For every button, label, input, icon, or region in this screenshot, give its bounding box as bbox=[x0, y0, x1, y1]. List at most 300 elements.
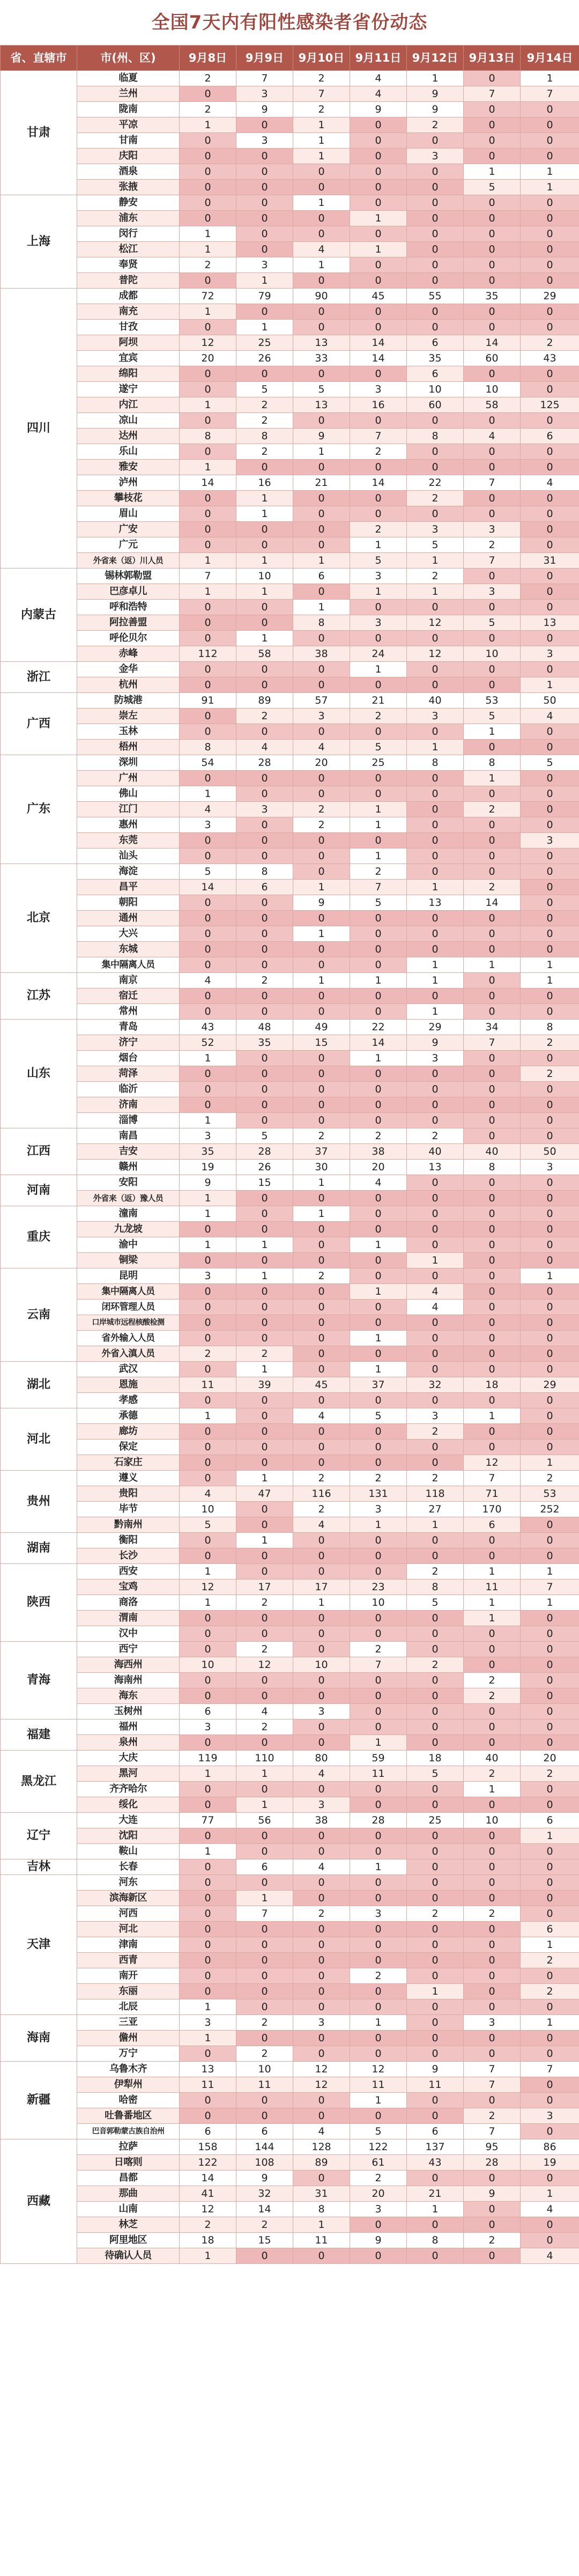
count-cell: 0 bbox=[180, 1875, 236, 1891]
count-cell: 116 bbox=[293, 1486, 350, 1502]
city-cell: 阿里地区 bbox=[77, 2233, 180, 2248]
table-row bbox=[1, 1891, 579, 1906]
table-row bbox=[1, 2093, 579, 2108]
count-cell: 13 bbox=[293, 335, 350, 351]
table-row bbox=[1, 1408, 579, 1424]
count-cell: 2 bbox=[236, 973, 293, 988]
count-cell: 8 bbox=[407, 429, 464, 444]
city-cell: 吐鲁番地区 bbox=[77, 2108, 180, 2124]
count-cell: 0 bbox=[407, 988, 464, 1004]
count-cell: 71 bbox=[464, 1486, 521, 1502]
count-cell: 0 bbox=[236, 522, 293, 537]
count-cell: 8 bbox=[464, 755, 521, 771]
count-cell: 0 bbox=[180, 1331, 236, 1346]
count-cell: 0 bbox=[464, 600, 521, 615]
count-cell: 26 bbox=[236, 1160, 293, 1175]
count-cell: 0 bbox=[293, 1253, 350, 1268]
count-cell: 4 bbox=[350, 86, 407, 102]
count-cell: 0 bbox=[521, 133, 579, 149]
table-row bbox=[1, 1564, 579, 1579]
count-cell: 3 bbox=[350, 1502, 407, 1517]
count-cell: 0 bbox=[180, 149, 236, 164]
count-cell: 4 bbox=[293, 1517, 350, 1533]
count-cell: 12 bbox=[407, 646, 464, 662]
count-cell: 0 bbox=[521, 1517, 579, 1533]
count-cell: 4 bbox=[521, 708, 579, 724]
count-cell: 0 bbox=[236, 1440, 293, 1455]
count-cell: 0 bbox=[521, 1782, 579, 1797]
count-cell: 0 bbox=[236, 833, 293, 848]
city-cell: 山南 bbox=[77, 2202, 180, 2217]
count-cell: 0 bbox=[350, 1611, 407, 1626]
count-cell: 1 bbox=[464, 1595, 521, 1611]
count-cell: 0 bbox=[464, 1424, 521, 1440]
table-row bbox=[1, 1704, 579, 1719]
count-cell: 0 bbox=[407, 631, 464, 646]
count-cell: 9 bbox=[236, 2171, 293, 2186]
count-cell: 2 bbox=[180, 2217, 236, 2233]
count-cell: 2 bbox=[350, 444, 407, 460]
count-cell: 0 bbox=[407, 1704, 464, 1719]
count-cell: 0 bbox=[293, 1875, 350, 1891]
city-cell: 汕头 bbox=[77, 848, 180, 864]
table-row bbox=[1, 1268, 579, 1284]
count-cell: 77 bbox=[180, 1813, 236, 1828]
count-cell: 3 bbox=[180, 1719, 236, 1735]
count-cell: 1 bbox=[180, 397, 236, 413]
count-cell: 0 bbox=[521, 864, 579, 880]
count-cell: 0 bbox=[350, 1548, 407, 1564]
city-cell: 孝感 bbox=[77, 1393, 180, 1408]
table-row bbox=[1, 1611, 579, 1626]
count-cell: 22 bbox=[350, 1020, 407, 1035]
count-cell: 0 bbox=[293, 833, 350, 848]
province-cell: 河北 bbox=[1, 1408, 77, 1471]
count-cell: 28 bbox=[236, 755, 293, 771]
count-cell: 0 bbox=[350, 771, 407, 786]
count-cell: 1 bbox=[236, 1362, 293, 1377]
count-cell: 1 bbox=[293, 2217, 350, 2233]
count-cell: 0 bbox=[180, 600, 236, 615]
count-cell: 0 bbox=[236, 911, 293, 926]
city-cell: 河西 bbox=[77, 1906, 180, 1922]
count-cell: 1 bbox=[236, 584, 293, 600]
table-row bbox=[1, 382, 579, 397]
count-cell: 0 bbox=[350, 1875, 407, 1891]
count-cell: 7 bbox=[464, 475, 521, 491]
count-cell: 1 bbox=[350, 1237, 407, 1253]
table-row bbox=[1, 600, 579, 615]
count-cell: 1 bbox=[521, 973, 579, 988]
count-cell: 13 bbox=[521, 615, 579, 631]
table-row bbox=[1, 833, 579, 848]
count-cell: 118 bbox=[407, 1486, 464, 1502]
count-cell: 1 bbox=[180, 460, 236, 475]
count-cell: 0 bbox=[293, 1673, 350, 1688]
city-cell: 庆阳 bbox=[77, 149, 180, 164]
count-cell: 0 bbox=[236, 1984, 293, 1999]
province-cell: 云南 bbox=[1, 1268, 77, 1362]
city-cell: 长春 bbox=[77, 1859, 180, 1875]
count-cell: 14 bbox=[180, 880, 236, 895]
count-cell: 1 bbox=[180, 2248, 236, 2264]
count-cell: 0 bbox=[236, 1999, 293, 2015]
count-cell: 0 bbox=[407, 1719, 464, 1735]
city-cell: 西青 bbox=[77, 1953, 180, 1968]
city-cell: 深圳 bbox=[77, 755, 180, 771]
count-cell: 30 bbox=[293, 1160, 350, 1175]
count-cell: 108 bbox=[236, 2155, 293, 2171]
count-cell: 8 bbox=[180, 429, 236, 444]
count-cell: 11 bbox=[180, 1377, 236, 1393]
count-cell: 2 bbox=[350, 1968, 407, 1984]
city-cell: 闵行 bbox=[77, 226, 180, 242]
count-cell: 0 bbox=[407, 133, 464, 149]
count-cell: 0 bbox=[293, 1082, 350, 1097]
table-row bbox=[1, 1237, 579, 1253]
count-cell: 0 bbox=[180, 537, 236, 553]
count-cell: 0 bbox=[180, 1797, 236, 1813]
count-cell: 0 bbox=[293, 1968, 350, 1984]
count-cell: 0 bbox=[180, 164, 236, 180]
count-cell: 3 bbox=[464, 2015, 521, 2031]
city-cell: 奉贤 bbox=[77, 257, 180, 273]
count-cell: 0 bbox=[407, 1548, 464, 1564]
count-cell: 9 bbox=[407, 102, 464, 117]
count-cell: 1 bbox=[236, 553, 293, 569]
count-cell: 170 bbox=[464, 1502, 521, 1517]
count-cell: 1 bbox=[464, 771, 521, 786]
city-cell: 江门 bbox=[77, 802, 180, 817]
count-cell: 1 bbox=[464, 1408, 521, 1424]
count-cell: 7 bbox=[464, 2062, 521, 2077]
table-row bbox=[1, 802, 579, 817]
table-row bbox=[1, 662, 579, 677]
count-cell: 2 bbox=[350, 1471, 407, 1486]
count-cell: 7 bbox=[464, 553, 521, 569]
count-cell: 5 bbox=[407, 1766, 464, 1782]
count-cell: 1 bbox=[521, 180, 579, 195]
count-cell: 0 bbox=[293, 1004, 350, 1020]
count-cell: 1 bbox=[236, 320, 293, 335]
header-date: 9月14日 bbox=[521, 46, 579, 71]
header-province: 省、直辖市 bbox=[1, 46, 77, 71]
count-cell: 0 bbox=[236, 1066, 293, 1082]
city-cell: 津南 bbox=[77, 1937, 180, 1953]
count-cell: 0 bbox=[236, 1968, 293, 1984]
count-cell: 0 bbox=[464, 1268, 521, 1284]
count-cell: 50 bbox=[521, 1144, 579, 1160]
count-cell: 0 bbox=[521, 1206, 579, 1222]
count-cell: 0 bbox=[407, 1455, 464, 1471]
count-cell: 8 bbox=[407, 2233, 464, 2248]
count-cell: 0 bbox=[464, 1968, 521, 1984]
table-header-row bbox=[1, 46, 579, 71]
count-cell: 0 bbox=[407, 506, 464, 522]
count-cell: 0 bbox=[521, 522, 579, 537]
count-cell: 0 bbox=[464, 1253, 521, 1268]
city-cell: 赤峰 bbox=[77, 646, 180, 662]
count-cell: 6 bbox=[180, 2124, 236, 2139]
count-cell: 10 bbox=[407, 382, 464, 397]
count-cell: 0 bbox=[236, 942, 293, 957]
count-cell: 0 bbox=[350, 1222, 407, 1237]
count-cell: 0 bbox=[350, 180, 407, 195]
count-cell: 60 bbox=[407, 397, 464, 413]
city-cell: 凉山 bbox=[77, 413, 180, 429]
table-row bbox=[1, 911, 579, 926]
count-cell: 0 bbox=[521, 1300, 579, 1315]
count-cell: 0 bbox=[407, 444, 464, 460]
count-cell: 2 bbox=[521, 1766, 579, 1782]
count-cell: 0 bbox=[180, 1393, 236, 1408]
count-cell: 0 bbox=[407, 1626, 464, 1642]
table-row bbox=[1, 1719, 579, 1735]
city-cell: 海南州 bbox=[77, 1673, 180, 1688]
count-cell: 0 bbox=[350, 1268, 407, 1284]
count-cell: 0 bbox=[407, 2248, 464, 2264]
count-cell: 0 bbox=[407, 257, 464, 273]
count-cell: 0 bbox=[521, 771, 579, 786]
count-cell: 89 bbox=[293, 2155, 350, 2171]
table-row bbox=[1, 2062, 579, 2077]
count-cell: 4 bbox=[407, 1300, 464, 1315]
count-cell: 1 bbox=[180, 1237, 236, 1253]
count-cell: 0 bbox=[464, 848, 521, 864]
count-cell: 58 bbox=[464, 397, 521, 413]
count-cell: 0 bbox=[293, 1735, 350, 1751]
count-cell: 0 bbox=[293, 1564, 350, 1579]
count-cell: 0 bbox=[180, 444, 236, 460]
count-cell: 10 bbox=[293, 1657, 350, 1673]
count-cell: 0 bbox=[407, 2217, 464, 2233]
count-cell: 0 bbox=[350, 1673, 407, 1688]
count-cell: 0 bbox=[407, 786, 464, 802]
count-cell: 0 bbox=[464, 1346, 521, 1362]
count-cell: 5 bbox=[180, 864, 236, 880]
count-cell: 0 bbox=[180, 1953, 236, 1968]
city-cell: 昌都 bbox=[77, 2171, 180, 2186]
count-cell: 14 bbox=[236, 2202, 293, 2217]
count-cell: 0 bbox=[236, 1875, 293, 1891]
count-cell: 1 bbox=[521, 1268, 579, 1284]
count-cell: 0 bbox=[236, 366, 293, 382]
count-cell: 128 bbox=[293, 2139, 350, 2155]
count-cell: 0 bbox=[180, 1891, 236, 1906]
count-cell: 0 bbox=[350, 273, 407, 289]
table-row bbox=[1, 1844, 579, 1859]
count-cell: 0 bbox=[236, 1673, 293, 1688]
city-cell: 拉萨 bbox=[77, 2139, 180, 2155]
count-cell: 5 bbox=[464, 708, 521, 724]
city-cell: 普陀 bbox=[77, 273, 180, 289]
count-cell: 1 bbox=[407, 1984, 464, 1999]
count-cell: 0 bbox=[180, 1082, 236, 1097]
count-cell: 0 bbox=[407, 1237, 464, 1253]
count-cell: 0 bbox=[350, 786, 407, 802]
count-cell: 0 bbox=[350, 1891, 407, 1906]
count-cell: 0 bbox=[464, 460, 521, 475]
count-cell: 0 bbox=[350, 506, 407, 522]
header-city: 市(州、区) bbox=[77, 46, 180, 71]
count-cell: 2 bbox=[521, 1471, 579, 1486]
table-row bbox=[1, 1579, 579, 1595]
count-cell: 0 bbox=[293, 1284, 350, 1300]
count-cell: 1 bbox=[350, 584, 407, 600]
count-cell: 0 bbox=[180, 1253, 236, 1268]
count-cell: 0 bbox=[464, 740, 521, 755]
city-cell: 那曲 bbox=[77, 2186, 180, 2202]
count-cell: 0 bbox=[350, 304, 407, 320]
count-cell: 0 bbox=[464, 1828, 521, 1844]
count-cell: 40 bbox=[407, 1144, 464, 1160]
province-cell: 甘肃 bbox=[1, 71, 77, 195]
count-cell: 0 bbox=[293, 1393, 350, 1408]
count-cell: 20 bbox=[293, 755, 350, 771]
city-cell: 保定 bbox=[77, 1440, 180, 1455]
count-cell: 43 bbox=[521, 351, 579, 366]
count-cell: 0 bbox=[350, 2217, 407, 2233]
count-cell: 2 bbox=[407, 1128, 464, 1144]
table-row bbox=[1, 1082, 579, 1097]
count-cell: 0 bbox=[350, 1455, 407, 1471]
city-cell: 杭州 bbox=[77, 677, 180, 693]
count-cell: 0 bbox=[350, 1004, 407, 1020]
city-cell: 绵阳 bbox=[77, 366, 180, 382]
city-cell: 雅安 bbox=[77, 460, 180, 475]
count-cell: 4 bbox=[293, 2124, 350, 2139]
count-cell: 9 bbox=[236, 102, 293, 117]
count-cell: 137 bbox=[407, 2139, 464, 2155]
table-row bbox=[1, 2248, 579, 2264]
count-cell: 4 bbox=[236, 740, 293, 755]
count-cell: 0 bbox=[236, 1735, 293, 1751]
count-cell: 1 bbox=[180, 553, 236, 569]
count-cell: 0 bbox=[350, 957, 407, 973]
table-row bbox=[1, 1751, 579, 1766]
city-cell: 玉树州 bbox=[77, 1704, 180, 1719]
count-cell: 0 bbox=[293, 1424, 350, 1440]
count-cell: 0 bbox=[236, 1300, 293, 1315]
table-row bbox=[1, 848, 579, 864]
count-cell: 10 bbox=[464, 1813, 521, 1828]
count-cell: 29 bbox=[521, 289, 579, 304]
header-date: 9月11日 bbox=[350, 46, 407, 71]
count-cell: 2 bbox=[236, 1642, 293, 1657]
count-cell: 0 bbox=[521, 1128, 579, 1144]
count-cell: 13 bbox=[180, 2062, 236, 2077]
city-cell: 赣州 bbox=[77, 1160, 180, 1175]
count-cell: 1 bbox=[521, 71, 579, 86]
count-cell: 0 bbox=[236, 926, 293, 942]
count-cell: 0 bbox=[180, 988, 236, 1004]
count-cell: 252 bbox=[521, 1502, 579, 1517]
count-cell: 0 bbox=[407, 1066, 464, 1082]
count-cell: 5 bbox=[236, 1128, 293, 1144]
city-cell: 外省来（返）豫人员 bbox=[77, 1191, 180, 1206]
count-cell: 1 bbox=[293, 117, 350, 133]
city-cell: 青岛 bbox=[77, 1020, 180, 1035]
province-cell: 青海 bbox=[1, 1642, 77, 1719]
count-cell: 6 bbox=[236, 2124, 293, 2139]
count-cell: 0 bbox=[350, 366, 407, 382]
count-cell: 3 bbox=[407, 522, 464, 537]
count-cell: 0 bbox=[407, 1113, 464, 1128]
count-cell: 1 bbox=[180, 242, 236, 257]
city-cell: 乌鲁木齐 bbox=[77, 2062, 180, 2077]
count-cell: 7 bbox=[464, 2124, 521, 2139]
province-cell: 浙江 bbox=[1, 662, 77, 693]
count-cell: 1 bbox=[293, 444, 350, 460]
count-cell: 1 bbox=[350, 1362, 407, 1377]
count-cell: 0 bbox=[464, 1300, 521, 1315]
count-cell: 3 bbox=[236, 133, 293, 149]
city-cell: 南充 bbox=[77, 304, 180, 320]
count-cell: 1 bbox=[293, 257, 350, 273]
count-cell: 0 bbox=[521, 413, 579, 429]
city-cell: 三亚 bbox=[77, 2015, 180, 2031]
city-cell: 浦东 bbox=[77, 211, 180, 226]
count-cell: 2 bbox=[464, 1673, 521, 1688]
count-cell: 21 bbox=[407, 2186, 464, 2202]
count-cell: 0 bbox=[180, 195, 236, 211]
count-cell: 0 bbox=[180, 211, 236, 226]
count-cell: 2 bbox=[293, 802, 350, 817]
count-cell: 1 bbox=[293, 553, 350, 569]
count-cell: 0 bbox=[407, 211, 464, 226]
city-cell: 东城 bbox=[77, 942, 180, 957]
count-cell: 0 bbox=[293, 1548, 350, 1564]
count-cell: 2 bbox=[293, 1906, 350, 1922]
count-cell: 0 bbox=[464, 786, 521, 802]
count-cell: 0 bbox=[180, 522, 236, 537]
province-cell: 重庆 bbox=[1, 1206, 77, 1268]
count-cell: 0 bbox=[350, 413, 407, 429]
count-cell: 1 bbox=[293, 195, 350, 211]
count-cell: 0 bbox=[293, 724, 350, 740]
table-row bbox=[1, 973, 579, 988]
count-cell: 1 bbox=[464, 164, 521, 180]
city-cell: 林芝 bbox=[77, 2217, 180, 2233]
count-cell: 2 bbox=[236, 1595, 293, 1611]
count-cell: 1 bbox=[407, 973, 464, 988]
count-cell: 0 bbox=[293, 631, 350, 646]
count-cell: 0 bbox=[180, 1937, 236, 1953]
city-cell: 汉中 bbox=[77, 1626, 180, 1642]
count-cell: 1 bbox=[350, 1331, 407, 1346]
count-cell: 0 bbox=[521, 1222, 579, 1237]
count-cell: 0 bbox=[293, 584, 350, 600]
count-cell: 3 bbox=[350, 382, 407, 397]
count-cell: 1 bbox=[350, 848, 407, 864]
count-cell: 2 bbox=[236, 397, 293, 413]
count-cell: 0 bbox=[180, 724, 236, 740]
count-cell: 0 bbox=[464, 1891, 521, 1906]
count-cell: 0 bbox=[464, 1051, 521, 1066]
city-cell: 儋州 bbox=[77, 2031, 180, 2046]
count-cell: 59 bbox=[350, 1751, 407, 1766]
count-cell: 2 bbox=[293, 1471, 350, 1486]
city-cell: 商洛 bbox=[77, 1595, 180, 1611]
count-cell: 1 bbox=[521, 2015, 579, 2031]
count-cell: 28 bbox=[350, 1813, 407, 1828]
count-cell: 0 bbox=[464, 1175, 521, 1191]
city-cell: 常州 bbox=[77, 1004, 180, 1020]
count-cell: 0 bbox=[180, 180, 236, 195]
count-cell: 0 bbox=[180, 771, 236, 786]
count-cell: 9 bbox=[464, 2186, 521, 2202]
count-cell: 7 bbox=[464, 1035, 521, 1051]
